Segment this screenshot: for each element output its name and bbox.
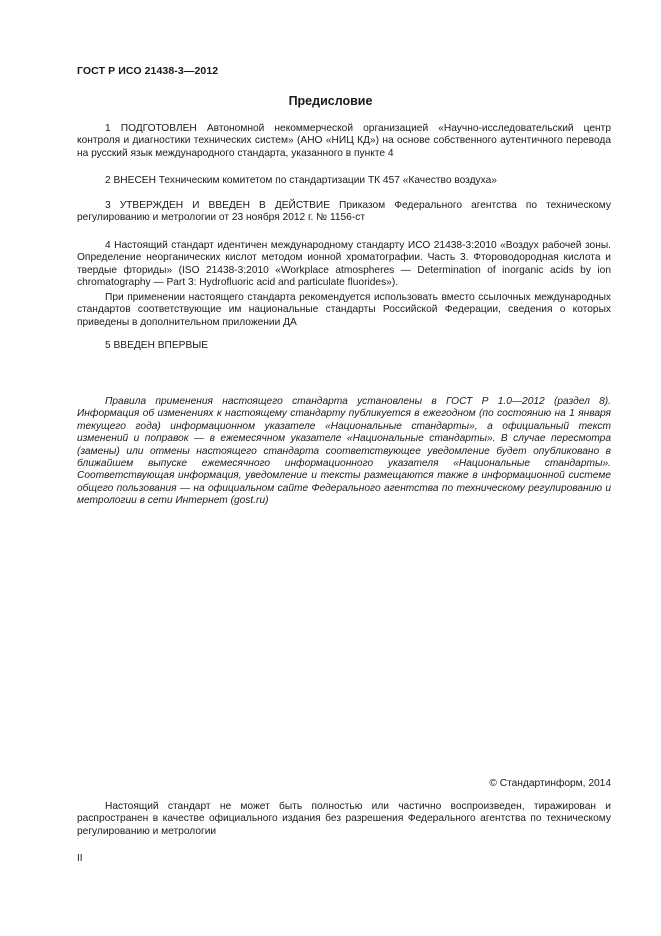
foreword-item-3: 3 УТВЕРЖДЕН И ВВЕДЕН В ДЕЙСТВИЕ Приказом Федерального агентства по техническому регулированию и метрологии от 23 ноября 2012 г. № 1156-ст <box>77 200 611 224</box>
foreword-item-4: 4 Настоящий стандарт идентичен международному стандарту ИСО 21438-3:2010 «Воздух рабочей зоны. Определение неорганических кислот методом ионной хроматографии. Часть 3. Фтороводородная кислота и твердые фториды» (ISO 21438-3:2010 «Workplace atmospheres — Determination of inorganic acids by ion chromatography — Part 3: Hydrofluoric acid and particulate fluorides»). <box>77 240 611 289</box>
copyright-line: © Стандартинформ, 2014 <box>489 778 611 789</box>
foreword-item-4-note: При применении настоящего стандарта рекомендуется использовать вместо ссылочных международных стандартов соответствующие им национальные стандарты Российской Федерации, сведения о которых приведены в дополнительном приложении ДА <box>77 292 611 328</box>
foreword-item-5: 5 ВВЕДЕН ВПЕРВЫЕ <box>105 340 209 351</box>
application-rules-notice: Правила применения настоящего стандарта установлены в ГОСТ Р 1.0—2012 (раздел 8). Информация об изменениях к настоящему стандарту публикуется в ежегодном (по состоянию на 1 января текущего года) информационном указателе «Национальные стандарты», а официальный текст изменений и поправок — в ежемесячном указателе «Национальные стандарты». В случае пересмотра (замены) или отмены настоящего стандарта соответствующее уведомление будет опубликовано в ближайшем выпуске ежемесячного информационного указателя «Национальные стандарты». Соответствующая информация, уведомление и тексты размещаются также в информационной системе общего пользования — на официальном сайте Федерального агентства по техническому регулированию и метрологии в сети Интернет (gost.ru) <box>77 396 611 507</box>
page-number: II <box>77 853 83 864</box>
document-header-id: ГОСТ Р ИСО 21438-3—2012 <box>77 65 219 77</box>
foreword-title: Предисловие <box>288 94 373 108</box>
foreword-item-1: 1 ПОДГОТОВЛЕН Автономной некоммерческой организацией «Научно-исследовательский центр контроля и диагностики технических систем» (АНО «НИЦ КД») на основе собственного аутентичного перевода на русский язык международного стандарта, указанного в пункте 4 <box>77 123 611 159</box>
foreword-item-2: 2 ВНЕСЕН Техническим комитетом по стандартизации ТК 457 «Качество воздуха» <box>105 175 497 186</box>
reproduction-notice: Настоящий стандарт не может быть полностью или частично воспроизведен, тиражирован и распространен в качестве официального издания без разрешения Федерального агентства по техническому регулированию и метрологии <box>77 801 611 837</box>
